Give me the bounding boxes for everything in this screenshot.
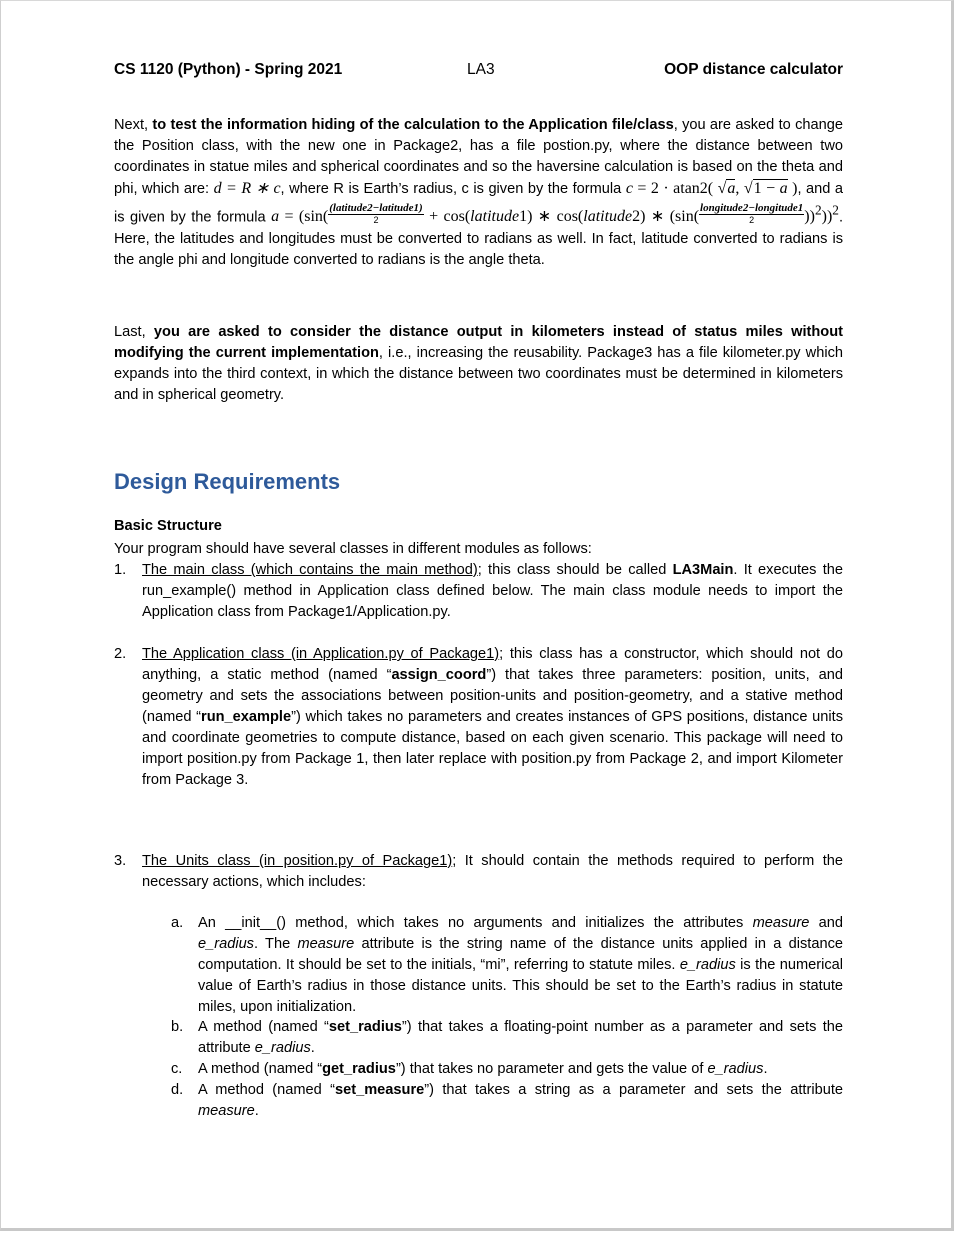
page-header	[114, 61, 843, 83]
fraction-longitude: $\frac{\text{longitude2−longitude1}}{2}$	[700, 202, 804, 226]
section-heading: Design Requirements	[114, 469, 341, 494]
document-title: OOP distance calculator	[664, 61, 843, 78]
assignment-label: LA3	[467, 61, 495, 78]
subsection-heading: Basic Structure	[114, 518, 222, 534]
formula-a: a = (sin( $\frac{\text{(latitude2−latitude1)}}{2}$ + cos(latitude1) ∗ cos(latitude2) ∗ (sin( $\frac{\text{longitude2−longitude1}}{2}$ ))$^2$))$^2$	[271, 202, 839, 226]
sublist-item-init: a. An __init__() method, which takes no arguments and initializes the attributes measure and e_radius. The measure attribute is the string name of the distance units applied in a distance computation. It should be set to the initials, “mi”, referring to statute miles. e_radius is the numerical value of Earth’s radius in those distance units. This should be set to the Earth’s radius in statute miles, upon initialization.	[171, 915, 843, 1015]
item-title: The Units class (in position.py of Package1)	[142, 853, 453, 869]
paragraph-kilometers: Last, you are asked to consider the distance output in kilometers instead of status miles without modifying the current implementation, i.e., increasing the reusability. Package3 has a file kilometer.py which expands into the third context, in which the distance between two coordinates must be determined in kilometers and in spherical geometry.	[114, 324, 844, 403]
item-title: The Application class (in Application.py of Package1)	[142, 646, 500, 662]
section-intro: Your program should have several classes in different modules as follows:	[114, 541, 592, 557]
sublist-item-set-measure: d. A method (named “set_measure”) that takes a string as a parameter and sets the attribute measure.	[171, 1082, 843, 1119]
list-item-main-class: 1. The main class (which contains the main method); this class should be called LA3Main. It executes the run_example() method in Application class defined below. The main class module needs to import the Application class from Package1/Application.py.	[114, 562, 844, 620]
sublist-item-get-radius: c. A method (named “get_radius”) that takes no parameter and gets the value of e_radius.	[171, 1061, 768, 1077]
paragraph-information-hiding: Next, to test the information hiding of the calculation to the Application file/class, you are asked to change the Position class, with the new one in Package2, has a file postion.py, where the distance between two coordinates in statue miles and spherical coordinates and so the haversine calculation is based on the theta and phi, which are: d = R ∗ c, where R is Earth’s radius, c is given by the formula c = 2 · atan2( √a, √1 − a ), and a is given by the formula a = (sin( $\frac{\text{(latitude2−latitude1)}}{2}$ + cos(latitude1) ∗ cos(latitude2) ∗ (sin( $\frac{\text{longitude2−longitude1}}{2}$ ))$^2$))$^2$. Here, the latitudes and longitudes must be converted to radians as well. In fact, latitude converted to radians is the angle phi and longitude converted to radians is the angle theta.	[114, 117, 844, 269]
sublist-item-set-radius: b. A method (named “set_radius”) that takes a floating-point number as a parameter and sets the attribute e_radius.	[171, 1019, 843, 1056]
course-label: CS 1120 (Python) - Spring 2021	[114, 61, 343, 78]
formula-c: c = 2 · atan2( √a, √1 − a )	[625, 180, 798, 197]
fraction-latitude: $\frac{\text{(latitude2−latitude1)}}{2}$	[329, 202, 423, 226]
item-title: The main class (which contains the main method)	[142, 562, 478, 578]
formula-distance: d = R ∗ c	[213, 180, 281, 197]
emphasis: you are asked to consider the distance output in kilometers instead of status miles without modifying the current implementation	[114, 324, 844, 361]
list-item-units-class: 3. The Units class (in position.py of Package1); It should contain the methods required to perform the necessary actions, which includes:	[114, 853, 843, 890]
list-item-application-class: 2. The Application class (in Application.py of Package1); this class has a constructor, which should not do anything, a static method (named “assign_coord”) that takes three parameters: position, units, and geometry and sets the associations between position-units and position-geometry, and a stative method (named “run_example”) which takes no parameters and creates instances of GPS positions, distance units and coordinate geometries to compute distance, based on each given scenario. This package will need to import position.py from Package 1, then later replace with position.py from Package 2, and import Kilometer from Package 3.	[114, 646, 844, 788]
emphasis: to test the information hiding of the calculation to the Application file/class	[152, 117, 674, 133]
